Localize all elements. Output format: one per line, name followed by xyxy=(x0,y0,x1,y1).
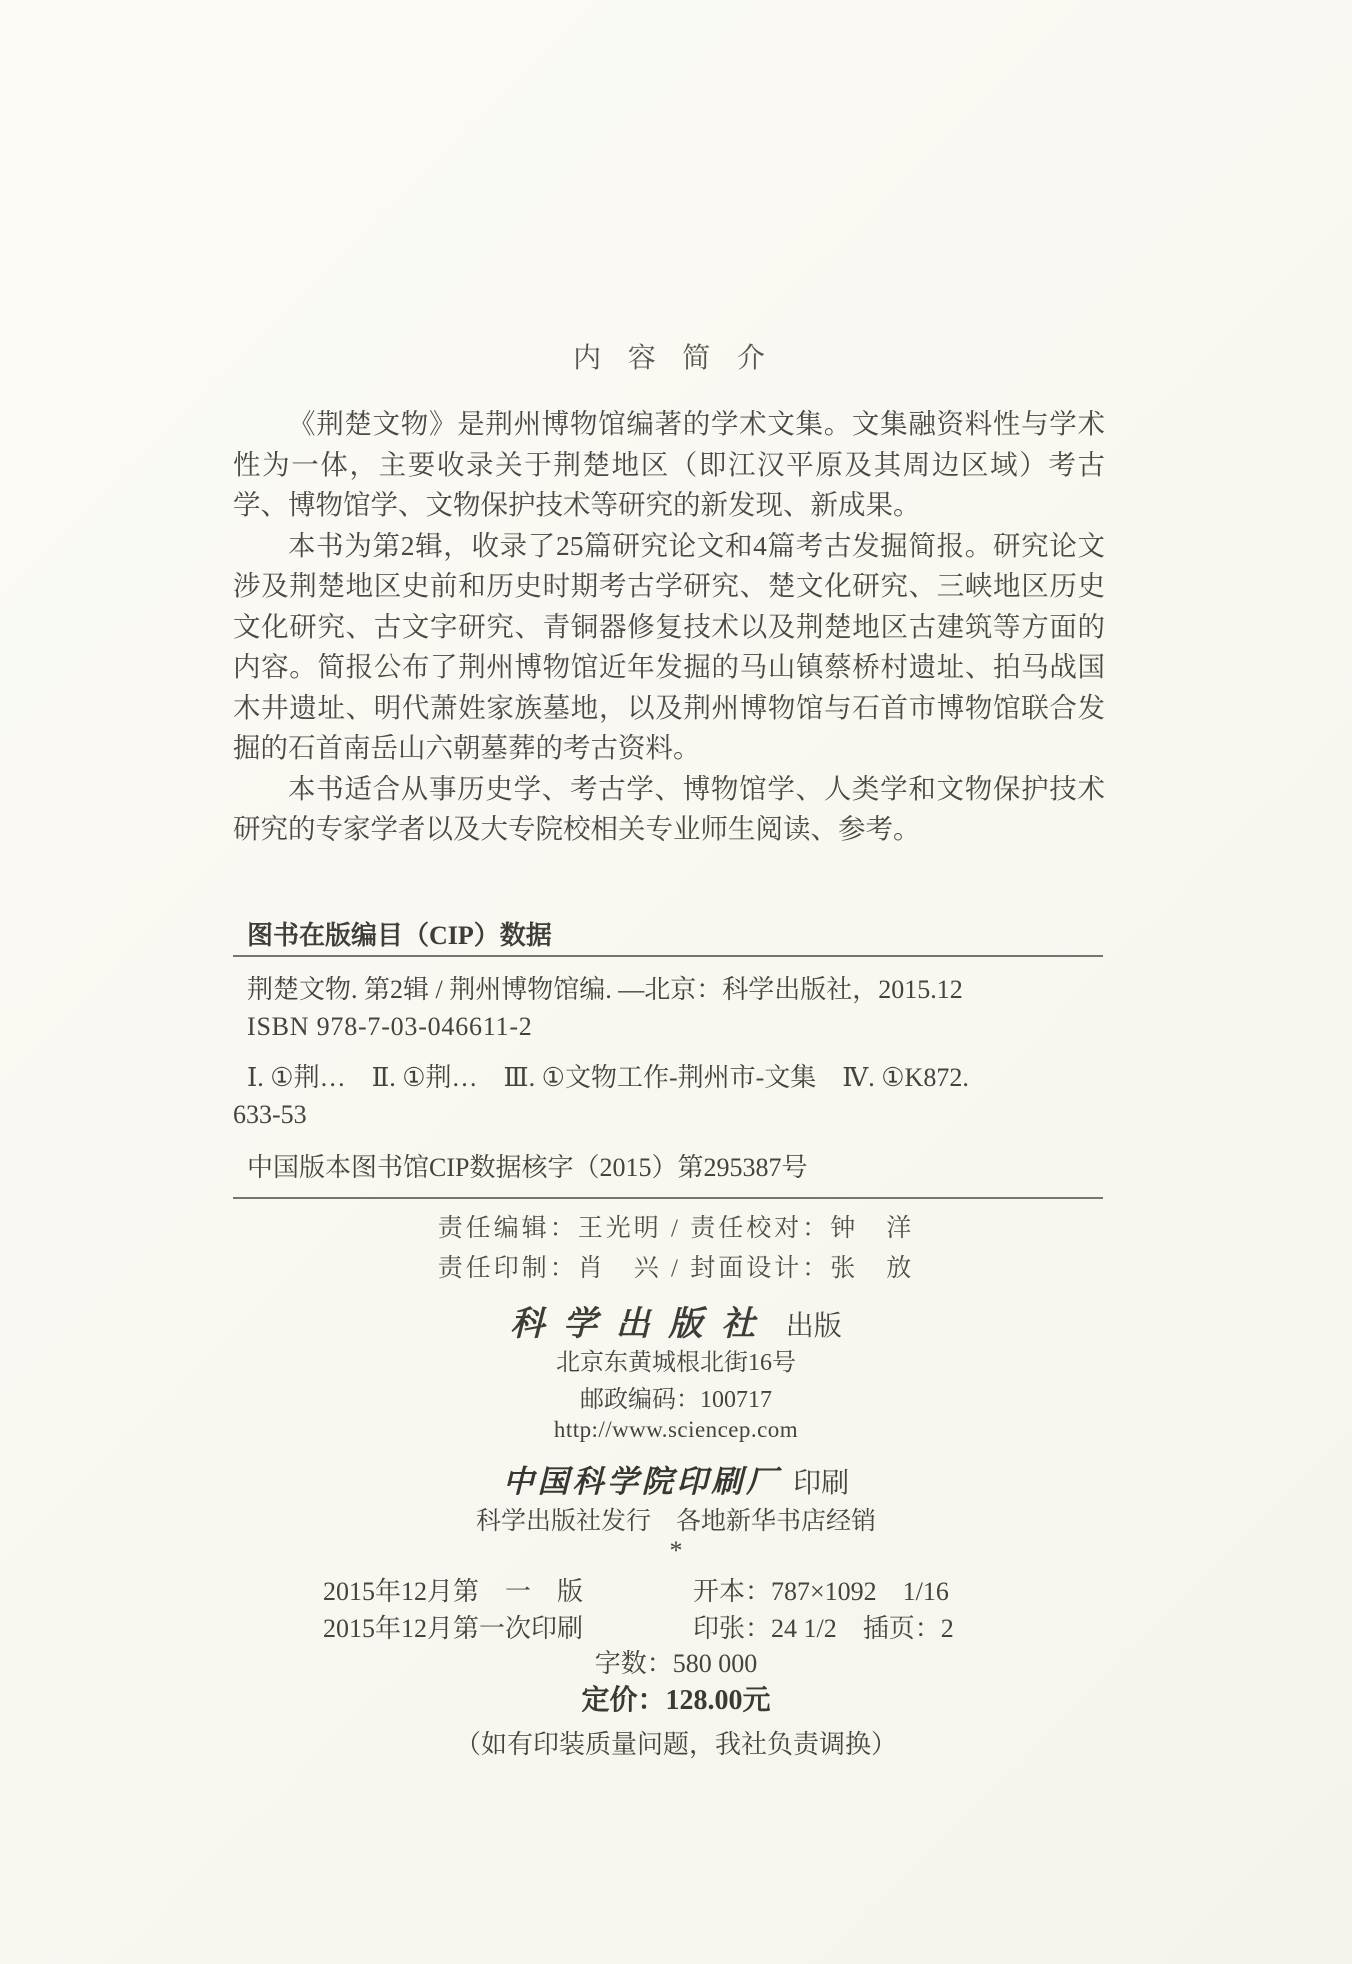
impression-row xyxy=(0,1608,1352,1645)
intro-paragraph-1: 《荆楚文物》是荆州博物馆编著的学术文集。文集融资料性与学术性为一体，主要收录关于荆楚地区（即江汉平原及其周边区域）考古学、博物馆学、文物保护技术等研究的新发现、新成果。 xyxy=(233,408,1105,520)
staff-printing-line: 责任印制：肖 兴 / 封面设计：张 放 xyxy=(437,1255,915,1282)
edition-date: 2015年12月第 一 版 xyxy=(323,1577,584,1606)
intro-paragraphs xyxy=(233,404,1105,850)
printer-logo-text: 中国科学院印刷厂 xyxy=(502,1464,781,1499)
cip-divider-bottom xyxy=(233,1197,1103,1199)
cip-classification-line: Ⅰ. ①荆… Ⅱ. ①荆… Ⅲ. ①文物工作-荆州市-文集 Ⅳ. ①K872. xyxy=(247,1063,969,1092)
printer-line xyxy=(0,1456,1352,1501)
quality-note: （如有印装质量问题，我社负责调换） xyxy=(454,1730,897,1759)
cip-divider-top xyxy=(233,955,1103,957)
publisher-name-line xyxy=(0,1296,1352,1345)
publisher-postcode: 邮政编码：100717 xyxy=(580,1387,772,1413)
staff-editors-line: 责任编辑：王光明 / 责任校对：钟 洋 xyxy=(437,1215,915,1242)
cip-title-line: 荆楚文物. 第2辑 / 荆州博物馆编. —北京：科学出版社，2015.12 xyxy=(247,975,963,1004)
publisher-website: http://www.sciencep.com xyxy=(553,1417,799,1442)
publisher-address: 北京东黄城根北街16号 xyxy=(556,1350,796,1376)
publisher-logo-text: 科学出版社 xyxy=(510,1306,774,1343)
intro-title: 内容简介 xyxy=(573,343,792,374)
cip-record-number: 中国版本图书馆CIP数据核字（2015）第295387号 xyxy=(247,1153,808,1182)
impression-date: 2015年12月第一次印刷 xyxy=(323,1614,584,1643)
distribution-line: 科学出版社发行 各地新华书店经销 xyxy=(475,1508,876,1535)
cip-classification-continuation: 633-53 xyxy=(233,1100,307,1129)
publisher-name-suffix: 出版 xyxy=(785,1311,842,1342)
cip-isbn: ISBN 978-7-03-046611-2 xyxy=(247,1012,533,1041)
separator-asterisk: * xyxy=(669,1536,683,1565)
impression-sheets: 印张：24 1/2 插页：2 xyxy=(693,1614,954,1643)
price: 定价：128.00元 xyxy=(581,1685,771,1716)
intro-paragraph-3: 本书适合从事历史学、考古学、博物馆学、人类学和文物保护技术研究的专家学者以及大专院校相关专业师生阅读、参考。 xyxy=(233,772,1105,844)
cip-heading: 图书在版编目（CIP）数据 xyxy=(247,921,552,950)
edition-format: 开本：787×1092 1/16 xyxy=(693,1577,949,1606)
printer-suffix: 印刷 xyxy=(793,1468,850,1499)
word-count: 字数：580 000 xyxy=(594,1649,758,1678)
edition-row xyxy=(0,1571,1352,1608)
intro-paragraph-2: 本书为第2辑，收录了25篇研究论文和4篇考古发掘简报。研究论文涉及荆楚地区史前和历史时期考古学研究、楚文化研究、三峡地区历史文化研究、古文字研究、青铜器修复技术以及荆楚地区古建筑等方面的内容。简报公布了荆州博物馆近年发掘的马山镇蔡桥村遗址、拍马战国木井遗址、明代萧姓家族墓地，以及荆州博物馆与石首市博物馆联合发掘的石首南岳山六朝墓葬的考古资料。 xyxy=(233,529,1105,763)
